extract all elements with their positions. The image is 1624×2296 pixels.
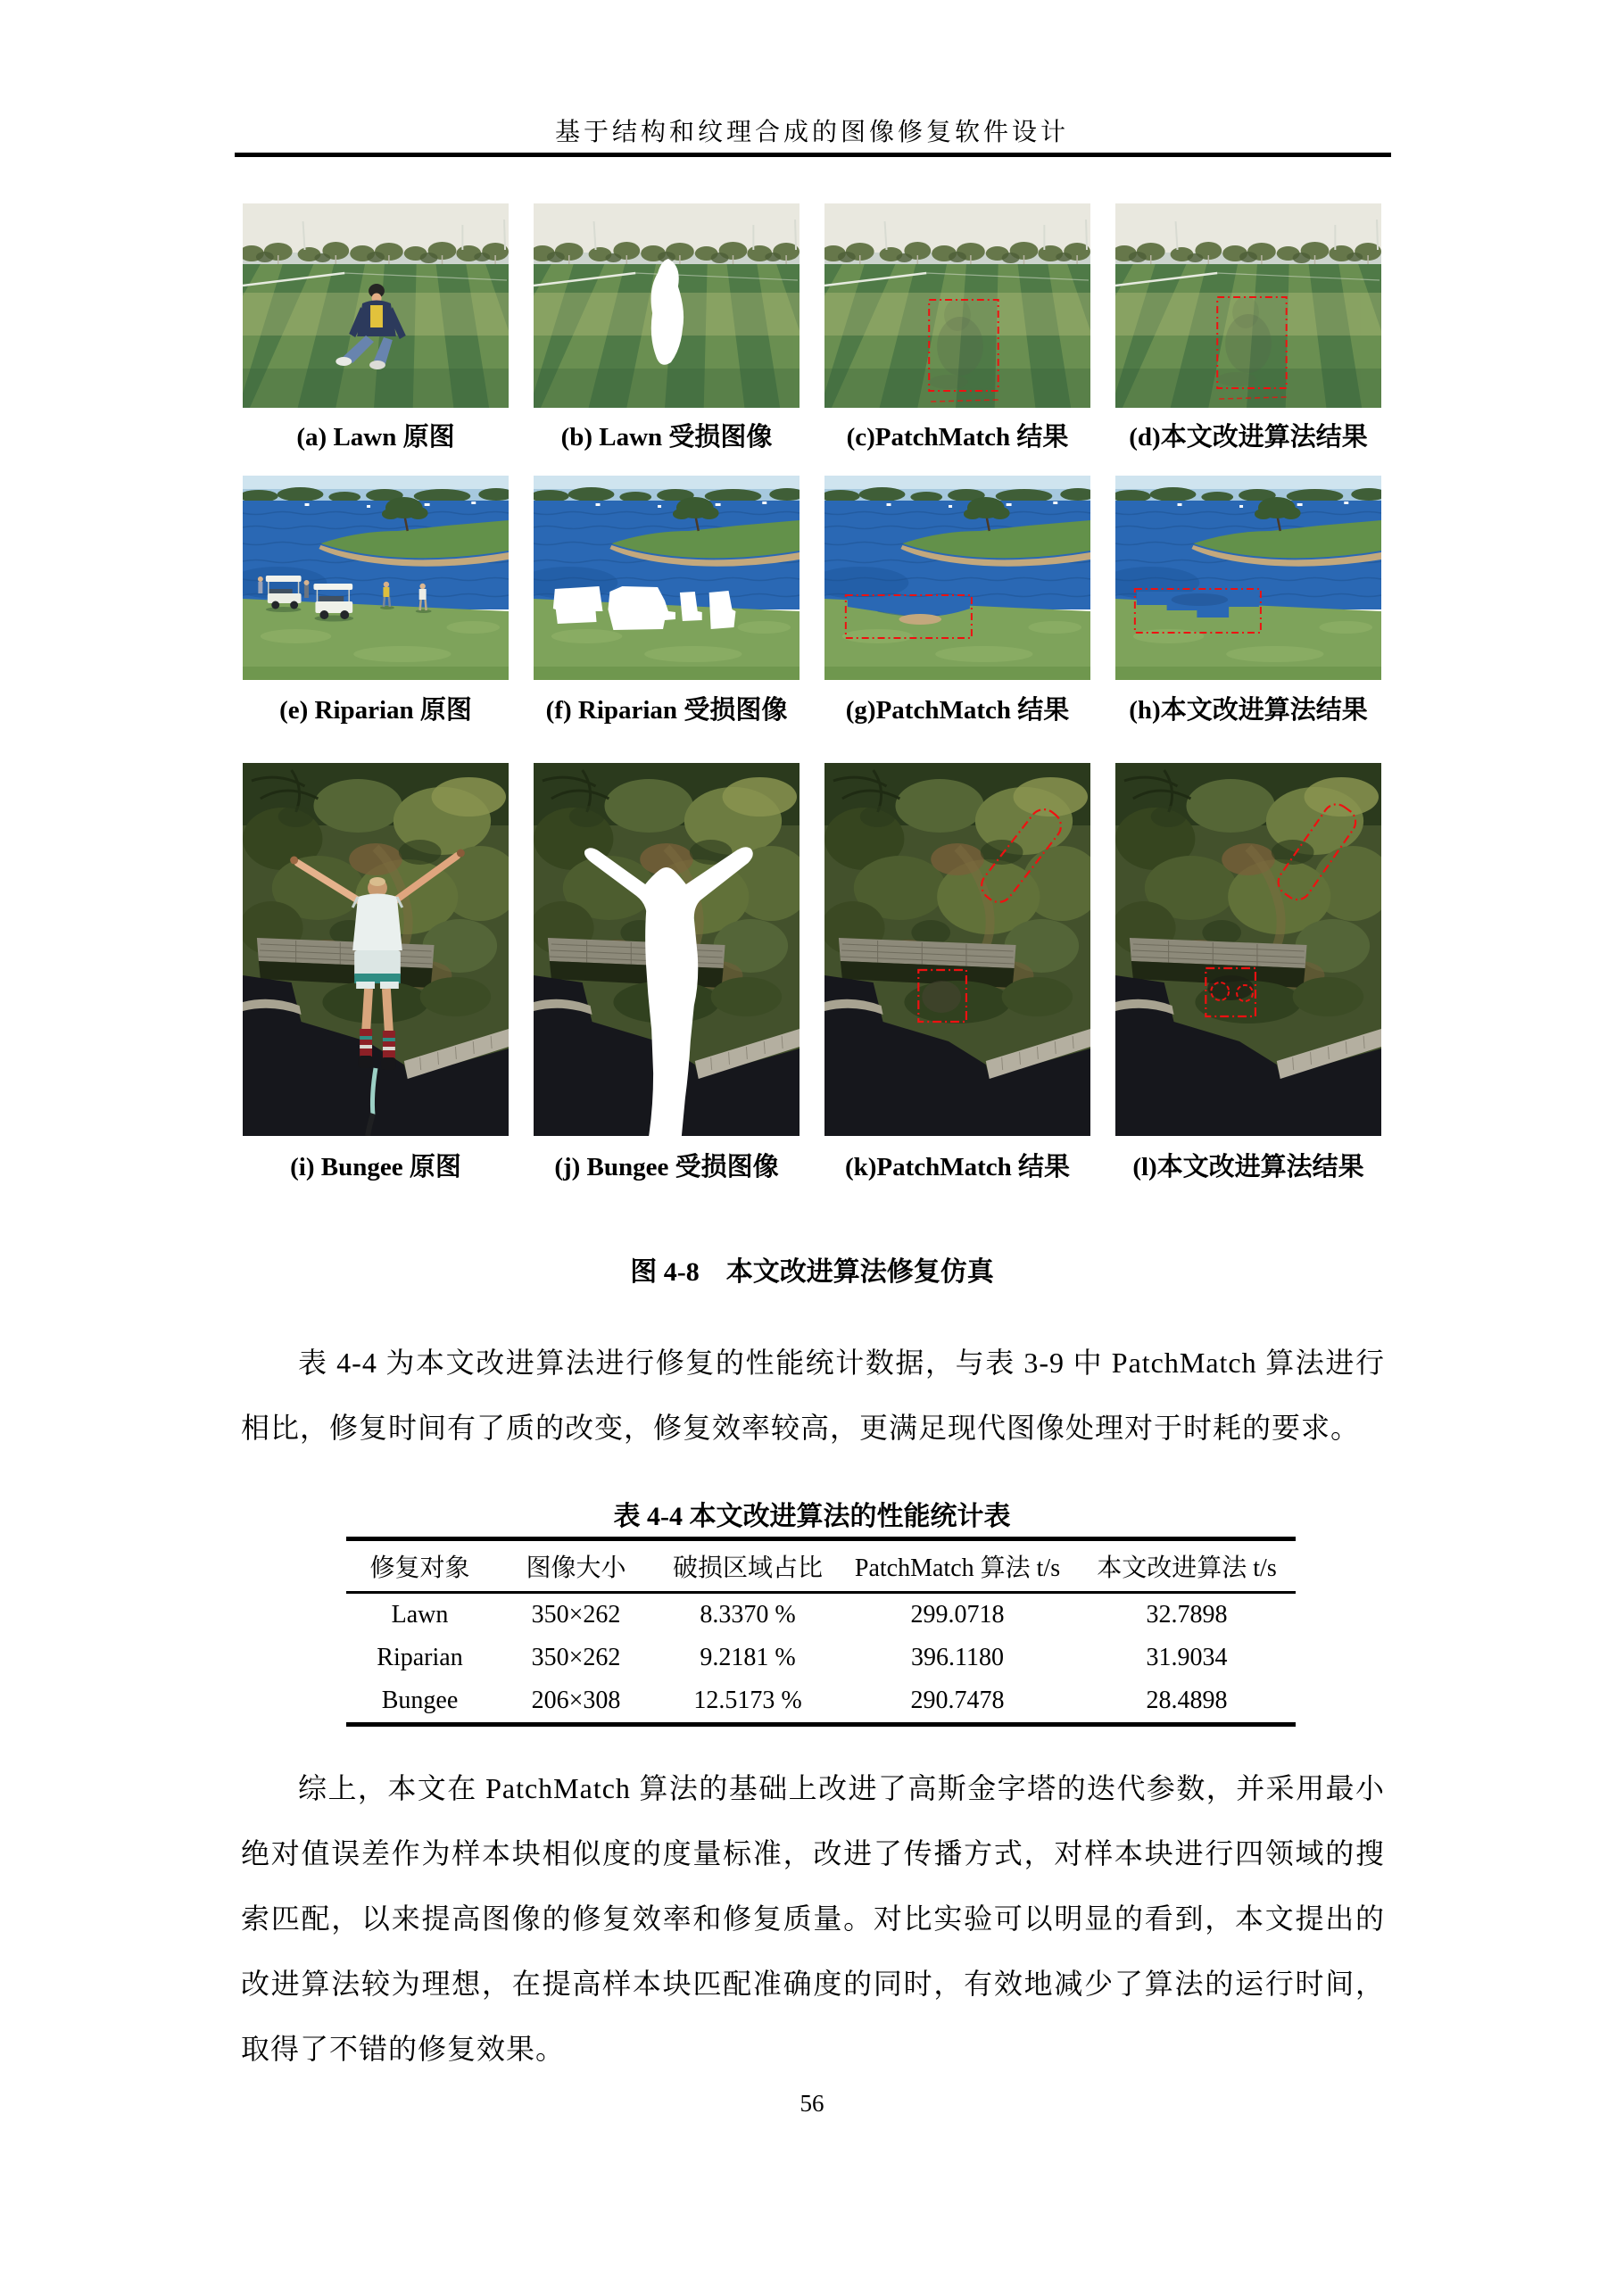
cell-size: 206×308	[531, 1687, 621, 1714]
image-riparian-original	[243, 476, 509, 680]
figure-caption: 图 4-8 本文改进算法修复仿真	[630, 1257, 994, 1287]
caption-b: (b) Lawn 受损图像	[560, 423, 773, 452]
caption-row-bungee	[243, 1148, 1381, 1187]
table-row	[346, 1637, 1296, 1679]
caption-row-lawn	[243, 418, 1381, 457]
image-bungee-patchmatch-result	[824, 763, 1090, 1136]
image-lawn-improved-result	[1115, 203, 1381, 408]
image-bungee-improved-result	[1115, 763, 1381, 1136]
image-bungee-masked	[534, 763, 800, 1136]
cell-size: 350×262	[531, 1644, 621, 1671]
cell-ratio: 12.5173 %	[693, 1687, 802, 1714]
image-bungee-original	[243, 763, 509, 1136]
col-header-patchmatch-time: PatchMatch 算法 t/s	[837, 1539, 1078, 1593]
cell-improved: 31.9034	[1146, 1644, 1228, 1671]
figure-4-8	[243, 203, 1381, 1319]
page-number: 56	[800, 2090, 824, 2117]
cell-improved: 32.7898	[1146, 1601, 1228, 1629]
caption-f: (f) Riparian 受损图像	[545, 696, 788, 725]
caption-e: (e) Riparian 原图	[279, 696, 472, 725]
caption-k: (k)PatchMatch 结果	[844, 1153, 1071, 1181]
page-header-title: 基于结构和纹理合成的图像修复软件设计	[554, 119, 1069, 146]
col-header-improved-time: 本文改进算法 t/s	[1078, 1539, 1296, 1593]
header-rule	[235, 153, 1391, 157]
figure-row-riparian	[243, 476, 1381, 680]
table-title: 表 4-4 本文改进算法的性能统计表	[613, 1502, 1011, 1531]
cell-ratio: 8.3370 %	[700, 1601, 796, 1629]
caption-j: (j) Bungee 受损图像	[554, 1153, 779, 1181]
caption-d: (d)本文改进算法结果	[1129, 423, 1368, 452]
cell-patchmatch: 290.7478	[910, 1687, 1005, 1714]
caption-l: (l)本文改进算法结果	[1132, 1153, 1364, 1181]
table-header-row	[346, 1539, 1296, 1593]
image-riparian-improved-result	[1115, 476, 1381, 680]
col-header-repair-object: 修复对象	[346, 1539, 493, 1593]
cell-name: Riparian	[377, 1644, 463, 1671]
col-header-damage-ratio: 破损区域占比	[659, 1539, 837, 1593]
caption-h: (h)本文改进算法结果	[1129, 696, 1368, 725]
cell-name: Lawn	[391, 1601, 449, 1629]
paragraph-performance-intro: 表 4-4 为本文改进算法进行修复的性能统计数据，与表 3-9 中 PatchMatch 算法进行相比，修复时间有了质的改变，修复效率较高，更满足现代图像处理对于时耗的要求。	[241, 1347, 1385, 1444]
cell-name: Bungee	[381, 1687, 459, 1714]
caption-a: (a) Lawn 原图	[296, 423, 455, 452]
image-lawn-masked	[534, 203, 800, 408]
cell-improved: 28.4898	[1146, 1687, 1228, 1714]
image-riparian-patchmatch-result	[824, 476, 1090, 680]
image-riparian-masked	[534, 476, 800, 680]
cell-patchmatch: 299.0718	[910, 1601, 1005, 1629]
caption-c: (c)PatchMatch 结果	[846, 423, 1069, 452]
cell-ratio: 9.2181 %	[700, 1644, 796, 1671]
caption-row-riparian	[243, 691, 1381, 730]
figure-row-bungee	[243, 763, 1381, 1136]
cell-patchmatch: 396.1180	[911, 1644, 1004, 1671]
paragraph-conclusion: 综上，本文在 PatchMatch 算法的基础上改进了高斯金字塔的迭代参数，并采用最小绝对值误差作为样本块相似度的度量标准，改进了传播方式，对样本块进行四领域的搜索匹配，以来提高图像的修复效率和修复质量。对比实验可以明显的看到，本文提出的改进算法较为理想，在提高样本块匹配准确度的同时，有效地减少了算法的运行时间，取得了不错的修复效果。	[241, 1772, 1385, 2065]
image-lawn-original	[243, 203, 509, 408]
performance-table	[346, 1537, 1296, 1727]
figure-row-lawn	[243, 203, 1381, 408]
col-header-image-size: 图像大小	[493, 1539, 659, 1593]
table-row	[346, 1593, 1296, 1637]
caption-g: (g)PatchMatch 结果	[845, 696, 1070, 725]
image-lawn-patchmatch-result	[824, 203, 1090, 408]
caption-i: (i) Bungee 原图	[290, 1153, 461, 1181]
table-row	[346, 1679, 1296, 1725]
cell-size: 350×262	[531, 1601, 621, 1629]
